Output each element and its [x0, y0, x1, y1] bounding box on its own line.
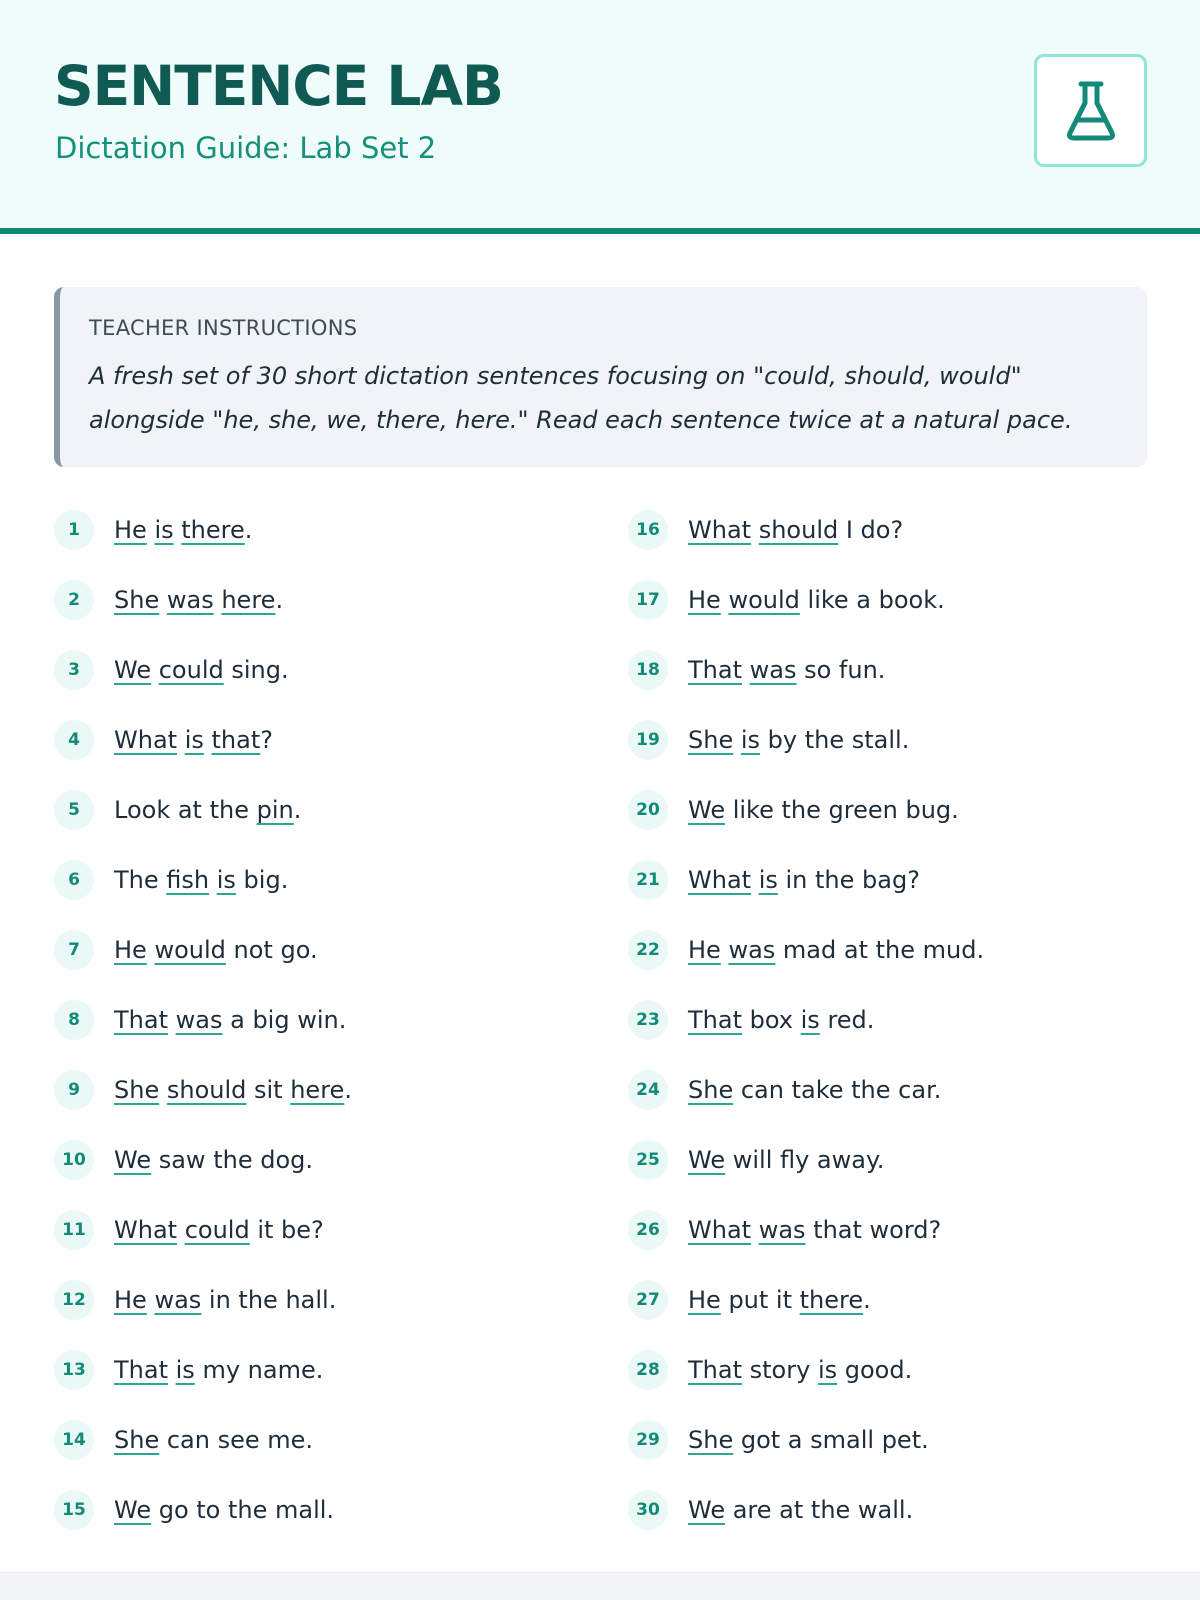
sentence-item — [54, 1210, 324, 1250]
sentence-text — [114, 726, 273, 754]
sentence-fragment: sing. — [223, 656, 289, 684]
sentence-fragment: good. — [837, 1356, 913, 1384]
instructions-body: A fresh set of 30 short dictation sentences focusing on "could, should, would" alongside "he, she, we, there, here." Read each sentence twice at a natural pace. — [89, 362, 1073, 434]
sentence-text — [114, 656, 289, 684]
sentence-item — [54, 860, 288, 900]
sentence-number: 23 — [628, 1000, 668, 1040]
sentence-fragment — [177, 726, 185, 754]
sentence-fragment: red. — [819, 1006, 875, 1034]
flask-icon — [1063, 79, 1119, 143]
footer-bar — [0, 1572, 1200, 1600]
sight-word: here — [221, 586, 276, 614]
sight-word: there — [181, 516, 245, 544]
logo-badge — [1034, 54, 1147, 167]
sentence-item — [628, 860, 920, 900]
sentence-number: 28 — [628, 1350, 668, 1390]
sentence-item — [628, 580, 945, 620]
sight-word: was — [749, 656, 797, 684]
sentence-text — [688, 1496, 913, 1524]
sight-word: We — [688, 796, 726, 824]
sentence-fragment: put it — [720, 1286, 800, 1314]
sentence-fragment: are at the wall. — [725, 1496, 914, 1524]
sentence-number: 10 — [54, 1140, 94, 1180]
sentence-fragment: can see me. — [159, 1426, 314, 1454]
sentence-fragment: like the green bug. — [725, 796, 959, 824]
sight-word: would — [154, 936, 226, 964]
sentence-text — [114, 796, 301, 824]
sight-word: We — [688, 1496, 726, 1524]
sentence-fragment — [751, 1216, 759, 1244]
sight-word: there — [799, 1286, 864, 1314]
sentence-number: 13 — [54, 1350, 94, 1390]
sentence-text — [114, 586, 283, 614]
sight-word: That — [688, 1356, 742, 1384]
sentence-number: 16 — [628, 510, 668, 550]
sentence-fragment — [159, 1076, 167, 1104]
sentence-fragment — [151, 656, 159, 684]
sentence-number: 3 — [54, 650, 94, 690]
sentence-fragment: go to the mall. — [151, 1496, 335, 1524]
sentence-fragment — [177, 1216, 185, 1244]
sentence-number: 27 — [628, 1280, 668, 1320]
sight-word: He — [114, 1286, 147, 1314]
sentence-item — [628, 1350, 912, 1390]
sentence-fragment: in the hall. — [201, 1286, 337, 1314]
sight-word: What — [688, 866, 752, 894]
sentence-fragment — [751, 866, 759, 894]
sentence-item — [54, 930, 318, 970]
sentence-number: 9 — [54, 1070, 94, 1110]
sentence-fragment: . — [275, 586, 284, 614]
sight-word: What — [688, 1216, 752, 1244]
sentence-text — [688, 516, 903, 544]
sentence-item — [54, 720, 273, 760]
sentence-number: 15 — [54, 1490, 94, 1530]
sight-word: could — [158, 656, 224, 684]
sentence-item — [54, 1070, 352, 1110]
sentence-item — [54, 1140, 313, 1180]
sentence-text — [688, 1356, 912, 1384]
sentence-number: 26 — [628, 1210, 668, 1250]
sentence-text — [688, 1286, 871, 1314]
sight-word: here — [290, 1076, 345, 1104]
sentence-number: 24 — [628, 1070, 668, 1110]
sentence-number: 22 — [628, 930, 668, 970]
sight-word: She — [114, 1076, 160, 1104]
sight-word: He — [688, 586, 721, 614]
sentence-fragment: big. — [235, 866, 289, 894]
sentence-text — [114, 1286, 336, 1314]
sight-word: pin — [256, 796, 294, 824]
sentence-fragment: ? — [260, 726, 274, 754]
sight-word: He — [688, 936, 721, 964]
sight-word: He — [114, 516, 147, 544]
sentence-fragment: in the bag? — [777, 866, 920, 894]
sentence-number: 2 — [54, 580, 94, 620]
sentence-number: 4 — [54, 720, 94, 760]
sight-word: was — [758, 1216, 806, 1244]
sentence-fragment: a big win. — [222, 1006, 347, 1034]
sight-word: She — [688, 726, 734, 754]
page-title: SENTENCE LAB — [54, 54, 503, 118]
sentence-text — [688, 866, 920, 894]
sight-word: fish — [166, 866, 210, 894]
sentence-fragment: will fly away. — [725, 1146, 885, 1174]
sentence-number: 17 — [628, 580, 668, 620]
sentence-fragment: sit — [246, 1076, 291, 1104]
sentence-text — [114, 1146, 313, 1174]
sentence-number: 8 — [54, 1000, 94, 1040]
sentence-fragment: my name. — [194, 1356, 324, 1384]
sight-word: was — [728, 936, 776, 964]
sight-word: was — [166, 586, 214, 614]
sentence-fragment — [209, 866, 217, 894]
sentence-item — [628, 790, 959, 830]
sentence-fragment: mad at the mud. — [775, 936, 985, 964]
sentence-number: 12 — [54, 1280, 94, 1320]
sight-word: should — [758, 516, 839, 544]
sentence-text — [114, 936, 318, 964]
sentence-number: 21 — [628, 860, 668, 900]
sight-word: is — [740, 726, 761, 754]
sentence-fragment — [168, 1356, 176, 1384]
sentence-text — [114, 1006, 346, 1034]
page-subtitle: Dictation Guide: Lab Set 2 — [55, 131, 437, 165]
sentence-number: 30 — [628, 1490, 668, 1530]
sight-word: That — [688, 1006, 742, 1034]
sentence-item — [54, 650, 289, 690]
sentence-item — [54, 580, 283, 620]
sentence-text — [114, 1076, 352, 1104]
sentence-text — [688, 586, 945, 614]
sentence-text — [688, 1076, 941, 1104]
sentence-text — [114, 1216, 324, 1244]
sentence-fragment: not go. — [225, 936, 318, 964]
sentence-text — [114, 1426, 313, 1454]
sight-word: What — [688, 516, 752, 544]
sentence-fragment: saw the dog. — [151, 1146, 313, 1174]
sentence-fragment: that word? — [805, 1216, 942, 1244]
sight-word: She — [688, 1076, 734, 1104]
sentence-text — [114, 1496, 334, 1524]
sentence-item — [628, 930, 984, 970]
sentence-fragment: . — [244, 516, 253, 544]
sentence-text — [688, 936, 984, 964]
sentence-item — [54, 510, 252, 550]
sight-word: That — [114, 1356, 168, 1384]
sentence-fragment: . — [863, 1286, 871, 1314]
sentence-fragment: by the stall. — [760, 726, 910, 754]
sentence-text — [688, 726, 909, 754]
sight-word: That — [114, 1006, 168, 1034]
sentence-item — [628, 1000, 874, 1040]
sentence-item — [628, 1490, 913, 1530]
sentence-number: 11 — [54, 1210, 94, 1250]
sight-word: is — [184, 726, 204, 754]
sight-word: is — [154, 516, 174, 544]
sentence-text — [114, 1356, 323, 1384]
sentence-number: 5 — [54, 790, 94, 830]
sentence-text — [688, 1146, 884, 1174]
sentence-fragment — [204, 726, 212, 754]
sentence-number: 7 — [54, 930, 94, 970]
sight-word: We — [114, 1146, 152, 1174]
sight-word: What — [114, 726, 178, 754]
sentence-item — [628, 1280, 871, 1320]
sight-word: We — [114, 1496, 152, 1524]
sight-word: should — [166, 1076, 247, 1104]
sentence-fragment — [168, 1006, 176, 1034]
sight-word: We — [688, 1146, 726, 1174]
sentence-item — [628, 720, 909, 760]
sight-word: is — [758, 866, 778, 894]
sentence-text — [688, 1006, 874, 1034]
sentence-fragment: I do? — [838, 516, 904, 544]
sight-word: could — [184, 1216, 250, 1244]
sight-word: was — [175, 1006, 223, 1034]
sentence-fragment: it be? — [249, 1216, 324, 1244]
sentence-fragment — [742, 656, 750, 684]
sentence-number: 29 — [628, 1420, 668, 1460]
sentence-fragment: got a small pet. — [733, 1426, 929, 1454]
sight-word: is — [817, 1356, 838, 1384]
sentence-number: 20 — [628, 790, 668, 830]
sight-word: He — [688, 1286, 721, 1314]
sentence-text — [688, 1216, 941, 1244]
sentence-fragment: so fun. — [796, 656, 886, 684]
sentence-item — [628, 650, 885, 690]
sentence-number: 1 — [54, 510, 94, 550]
sight-word: She — [114, 586, 160, 614]
sentence-fragment: can take the car. — [733, 1076, 942, 1104]
sight-word: That — [688, 656, 742, 684]
sentence-item — [54, 790, 301, 830]
sight-word: was — [154, 1286, 202, 1314]
sight-word: What — [114, 1216, 178, 1244]
sentence-fragment — [159, 586, 167, 614]
sentence-item — [628, 1210, 941, 1250]
sentence-fragment — [733, 726, 741, 754]
sentence-text — [688, 1426, 929, 1454]
sight-word: He — [114, 936, 147, 964]
sentence-fragment: . — [293, 796, 302, 824]
sentence-item — [54, 1350, 323, 1390]
sentence-text — [114, 866, 288, 894]
sentence-fragment: The — [114, 866, 167, 894]
sight-word: She — [114, 1426, 160, 1454]
sentence-text — [688, 656, 885, 684]
sight-word: that — [211, 726, 261, 754]
sentence-number: 6 — [54, 860, 94, 900]
instructions-heading: TEACHER INSTRUCTIONS — [89, 316, 358, 340]
sight-word: would — [728, 586, 800, 614]
sentence-fragment: Look at the — [114, 796, 257, 824]
page-header — [0, 0, 1200, 234]
sight-word: is — [800, 1006, 820, 1034]
sentence-item — [628, 510, 903, 550]
sight-word: She — [688, 1426, 734, 1454]
sight-word: We — [114, 656, 152, 684]
sentence-fragment: story — [742, 1356, 818, 1384]
sentence-fragment — [751, 516, 759, 544]
sentence-number: 18 — [628, 650, 668, 690]
sentence-fragment: like a book. — [799, 586, 945, 614]
teacher-instructions — [54, 287, 1147, 467]
sentence-fragment: box — [742, 1006, 801, 1034]
sight-word: is — [216, 866, 236, 894]
sentence-text — [688, 796, 959, 824]
sentence-item — [628, 1420, 929, 1460]
sentence-item — [628, 1070, 941, 1110]
sentence-fragment: . — [344, 1076, 352, 1104]
sentence-item — [54, 1490, 334, 1530]
sentence-text — [114, 516, 252, 544]
sentence-item — [54, 1420, 313, 1460]
sentence-item — [54, 1000, 346, 1040]
sentence-number: 14 — [54, 1420, 94, 1460]
sight-word: is — [175, 1356, 195, 1384]
sentence-item — [54, 1280, 336, 1320]
sentence-item — [628, 1140, 884, 1180]
sentence-number: 25 — [628, 1140, 668, 1180]
sentence-number: 19 — [628, 720, 668, 760]
